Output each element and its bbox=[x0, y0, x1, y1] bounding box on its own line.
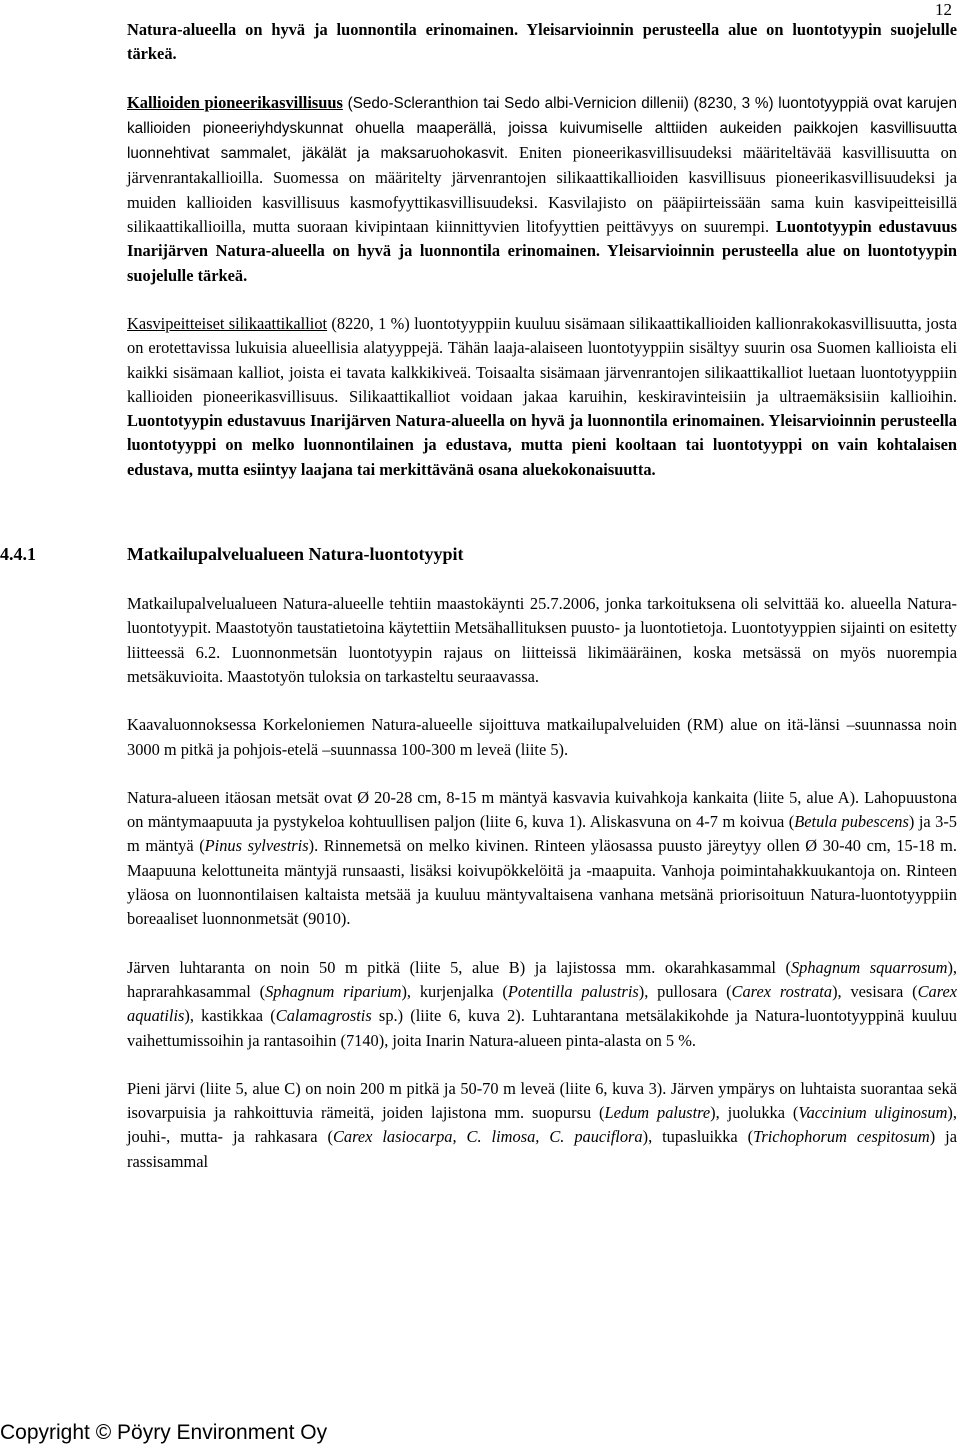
species-name: Calamagrostis bbox=[275, 1006, 372, 1026]
paragraph-rm-area: Kaavaluonnoksessa Korkeloniemen Natura-alueelle sijoittuva matkailupalveluiden (RM) alue on itä-länsi –suunnassa noin 3000 m pitkä ja pohjois-etelä –suunnassa 100-300 m leveä (liite 5). bbox=[127, 715, 957, 759]
section-number: 4.4.1 bbox=[0, 544, 36, 565]
species-name: Sphagnum squarrosum bbox=[790, 957, 948, 977]
pioneer-bold-summary: Luontotyypin edustavuus Inarijärven Natura-alueella on hyvä ja luonnontila erinomainen. Yleisarvioinnin perusteella alue on luontotyypin suojelulle tärkeä. bbox=[127, 217, 957, 285]
silicate-title: Kasvipeitteiset silikaattikalliot bbox=[127, 313, 328, 333]
species-name: Betula pubescens bbox=[794, 812, 909, 832]
silicate-paragraph bbox=[127, 312, 957, 482]
text-fragment: Järven luhtaranta on noin 50 m pitkä (liite 5, alue B) ja lajistossa mm. okarahkasammal ( bbox=[127, 957, 791, 977]
document-body bbox=[0, 18, 958, 1174]
species-name: Potentilla palustris bbox=[507, 981, 639, 1001]
species-name: Carex aquatilis bbox=[127, 981, 958, 1026]
text-fragment: sp.) (liite 6, kuva 2). Luhtarantana metsälakikohde ja Natura-luontotyyppinä kuuluu vaihettumissoihin ja rantasoihin (7140), joita Inarin Natura-alueen pinta-alasta on 5 %. bbox=[127, 1006, 957, 1050]
paragraph-site-visit: Matkailupalvelualueen Natura-alueelle tehtiin maastokäynti 25.7.2006, jonka tarkoituksena oli selvittää ko. alueella Natura-luontotyypit. Maastotyön taustatietoina käytettiin Metsähallituksen puusto- ja luontotietoja. Luontotyyppien sijainti on esitetty liitteessä 6.2. Luonnonmetsän luontotyypin rajaus on liitteissä likimääräinen, koska metsässä on myös nuorempia metsäkuvioita. Maastotyön tuloksia on tarkasteltu seuraavassa. bbox=[127, 594, 957, 686]
species-name: Carex rostrata bbox=[731, 981, 833, 1001]
species-name: Sphagnum riparium bbox=[265, 981, 402, 1001]
text-fragment: ). Rinnemetsä on melko kivinen. Rinteen yläosassa puusto järeytyy ollen Ø 30-40 cm, 15-18 m. Maapuuna kelottuneita mäntyjä runsaasti, lisäksi koivupökkelöitä ja -maapuita. Vanhoja poimintahakkuukantoja on. Rinteen yläosa on luonnontilaisen kaltaista metsää ja kuuluu mäntyvaltaisena vanhana metsänä priorisoituun Natura-luontotyyppiin boreaaliset luonnonmetsät (9010). bbox=[127, 836, 958, 929]
intro-paragraph: Natura-alueella on hyvä ja luonnontila erinomainen. Yleisarvioinnin perusteella alue on luontotyypin suojelulle tärkeä. bbox=[127, 20, 957, 64]
text-fragment: ), kurjenjalka ( bbox=[401, 981, 508, 1001]
section-title: Matkailupalvelualueen Natura-luontotyypit bbox=[127, 544, 464, 565]
paragraph-lake bbox=[127, 1077, 957, 1174]
text-fragment: ), vesisara ( bbox=[832, 981, 918, 1001]
paragraph-shore bbox=[127, 956, 957, 1053]
species-name: Carex lasiocarpa, C. limosa, C. pauciflora bbox=[332, 1127, 643, 1147]
text-fragment: ) ja 3-5 m mäntyä ( bbox=[127, 812, 957, 856]
pioneer-body-1: (Sedo-Scleranthion tai Sedo albi-Vernicion dillenii) (8230, 3 %) luontotyyppiä ovat karujen kallioiden pioneeriyhdyskunnat ohuella maaperällä, joissa kuivumiselle alttiiden aukeiden paikkojen kasvillisuutta luonnehtivat sammalet, jäkälät ja maksaruohokasvit. bbox=[127, 94, 957, 163]
paragraph-forests bbox=[127, 786, 957, 932]
pioneer-paragraph bbox=[127, 91, 957, 288]
text-fragment: ), pullosara ( bbox=[638, 981, 732, 1001]
text-fragment: ), haprarahkasammal ( bbox=[127, 957, 958, 1001]
text-fragment: ), kastikkaa ( bbox=[184, 1006, 276, 1026]
pioneer-title: Kallioiden pioneerikasvillisuus bbox=[127, 92, 343, 112]
species-name: Trichophorum cespitosum bbox=[753, 1127, 930, 1147]
text-fragment: ), juolukka ( bbox=[710, 1103, 799, 1123]
silicate-body: (8220, 1 %) luontotyyppiin kuuluu sisämaan silikaattikallioiden kallionrakokasvillisuutta, josta on erotettavissa lukuisia alueellisia alatyyppejä. Tähän laaja-alaiseen luontotyyppiin sisältyy suurin osa Suomen kallioista eli kaikki sisämaan kalliot, joista ei tavata kalkkikiveä. Toisaalta sisämaan järvenrantojen silikaattikalliot luetaan luontotyyppiin kallioiden pioneerikasvillisuus. Silikaattikalliot voidaan jakaa karuihin, keskiravinteisiin ja ultraemäksisiin kallioihin. bbox=[127, 313, 957, 406]
text-fragment: Pieni järvi (liite 5, alue C) on noin 200 m pitkä ja 50-70 m leveä (liite 6, kuva 3). Järven ympärys on luhtaista suorantaa sekä isovarpuisia ja rahkoittuvia rämeitä, joiden lajistona mm. suopursu ( bbox=[127, 1078, 957, 1123]
page-number: 12 bbox=[935, 0, 952, 19]
copyright-footer: Copyright © Pöyry Environment Oy bbox=[0, 1421, 328, 1444]
silicate-bold-summary: Luontotyypin edustavuus Inarijärven Natura-alueella on hyvä ja luonnontila erinomainen. Yleisarvioinnin perusteella luontotyyppi on melko luonnontilainen ja edustava, mutta pieni kooltaan tai luontotyyppi on vain kohtalaisen edustava, mutta esiintyy laajana tai merkittävänä osana aluekokonaisuutta. bbox=[127, 411, 957, 479]
species-name: Vaccinium uliginosum bbox=[798, 1103, 948, 1123]
text-fragment: ), tupasluikka ( bbox=[642, 1127, 754, 1147]
species-name: Pinus sylvestris bbox=[204, 836, 309, 856]
text-fragment: ), jouhi-, mutta- ja rahkasara ( bbox=[127, 1103, 957, 1147]
pioneer-body-2: Eniten pioneerikasvillisuudeksi määriteltävää kasvillisuutta on järvenrantakallioilla. Suomessa on määritelty järvenrantojen silikaattikallioiden kasvillisuus pioneerikasvillisuudeksi ja muiden kallioiden kasvillisuus kasmofyyttikasvillisuudeksi. Kasvilajisto on pääpiirteissään sama kuin kasvipeitteisillä silikaattikallioilla, mutta suoraan kivipintaan kiinnittyvien litofyyttien peittävyys on suurempi. bbox=[127, 143, 957, 237]
section-heading bbox=[0, 542, 957, 566]
text-fragment: Natura-alueen itäosan metsät ovat Ø 20-28 cm, 8-15 m mäntyä kasvavia kuivahkoja kankaita (liite 5, alue A). Lahopuustona on mäntymaapuuta ja pystykeloa kohtuullisen paljon (liite 6, kuva 1). Aliskasvuna on 4-7 m koivua ( bbox=[127, 787, 957, 832]
text-fragment: ) ja rassisammal bbox=[127, 1127, 957, 1171]
species-name: Ledum palustre bbox=[604, 1103, 711, 1123]
